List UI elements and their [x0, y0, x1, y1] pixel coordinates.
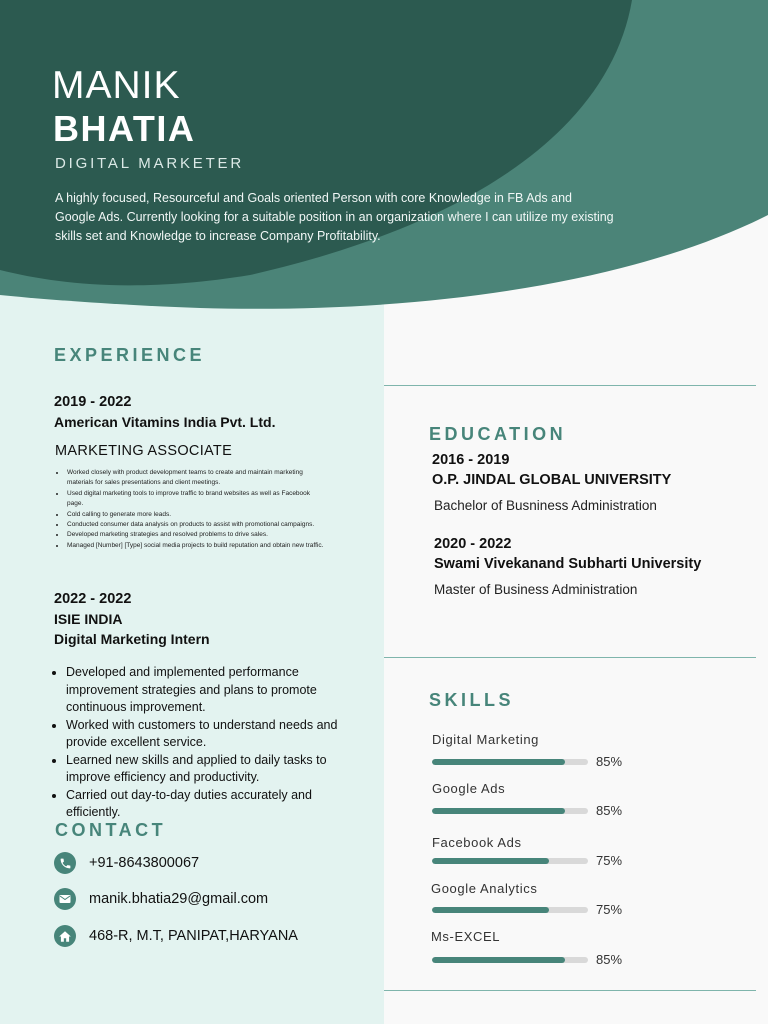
- skills-heading: SKILLS: [429, 690, 515, 710]
- job-title: DIGITAL MARKETER: [55, 155, 244, 172]
- skill-4-fill: [432, 907, 549, 913]
- list-item: • Cold calling to generate more leads.: [66, 510, 326, 520]
- edu-2-degree: Master of Business Administration: [434, 582, 638, 597]
- home-icon: [54, 925, 76, 947]
- divider: [384, 385, 756, 386]
- skill-5-percent: 85%: [596, 952, 623, 967]
- education-heading: EDUCATION: [429, 424, 567, 444]
- skill-3-name: Facebook Ads: [432, 835, 522, 850]
- profile-summary: A highly focused, Resourceful and Goals oriented Person with core Knowledge in FB Ads and Google Ads. Currently looking for a suitable position in an organization where I can utilize my existing skills set and Knowledge to increase Company Profitability.: [55, 191, 614, 243]
- list-item: • Developed and implemented performance improvement strategies and plans to promote continuous improvement.: [66, 664, 343, 717]
- list-item: • Carried out day-to-day duties accurately and efficiently.: [66, 787, 343, 822]
- skill-5-bar: [432, 957, 588, 963]
- job-2-years: 2022 - 2022: [54, 591, 132, 607]
- first-name: MANIK: [52, 64, 181, 107]
- edu-2-years: 2020 - 2022: [434, 536, 512, 552]
- contact-phone[interactable]: +91-8643800067: [89, 855, 200, 871]
- list-item: • Developed marketing strategies and resolved problems to drive sales.: [66, 530, 326, 540]
- phone-icon: [54, 852, 76, 874]
- skill-5-name: Ms-EXCEL: [431, 929, 501, 944]
- contact-phone-row: [54, 852, 199, 874]
- skill-1-fill: [432, 759, 565, 765]
- skill-5-fill: [432, 957, 565, 963]
- contact-address: 468-R, M.T, PANIPAT,HARYANA: [89, 928, 298, 944]
- skill-2-fill: [432, 808, 565, 814]
- list-item: • Managed [Number] [Type] social media projects to build reputation and obtain new traffic.: [66, 541, 326, 551]
- list-item: • Worked closely with product development teams to create and maintain marketing materials for sales presentations and client meetings.: [66, 468, 326, 489]
- divider: [384, 990, 756, 991]
- list-item: • Worked with customers to understand needs and provide excellent service.: [66, 717, 343, 752]
- experience-heading: EXPERIENCE: [54, 345, 206, 365]
- job-1-bullets: [54, 468, 326, 551]
- skill-4-bar: [432, 907, 588, 913]
- contact-heading: CONTACT: [55, 820, 167, 840]
- skill-1-name: Digital Marketing: [432, 732, 540, 747]
- list-item: • Learned new skills and applied to daily tasks to improve efficiency and productivity.: [66, 752, 343, 787]
- job-1-company: American Vitamins India Pvt. Ltd.: [54, 414, 276, 430]
- skill-1-percent: 85%: [596, 754, 623, 769]
- skill-2-percent: 85%: [596, 803, 623, 818]
- contact-email-row: [54, 888, 268, 910]
- job-1-years: 2019 - 2022: [54, 394, 132, 410]
- edu-1-years: 2016 - 2019: [432, 452, 510, 468]
- job-2-role: Digital Marketing Intern: [54, 631, 210, 647]
- edu-1-school: O.P. JINDAL GLOBAL UNIVERSITY: [432, 472, 672, 488]
- skill-4-percent: 75%: [596, 902, 623, 917]
- skill-3-percent: 75%: [596, 853, 623, 868]
- job-1-role: MARKETING ASSOCIATE: [55, 443, 233, 459]
- skill-3-bar: [432, 858, 588, 864]
- skill-2-bar: [432, 808, 588, 814]
- divider: [384, 657, 756, 658]
- skill-3-fill: [432, 858, 549, 864]
- list-item: • Conducted consumer data analysis on products to assist with promotional campaigns.: [66, 520, 326, 530]
- last-name: BHATIA: [53, 108, 196, 149]
- mail-icon: [54, 888, 76, 910]
- skill-1-bar: [432, 759, 588, 765]
- job-2-bullets: [53, 664, 343, 822]
- skill-4-name: Google Analytics: [431, 881, 538, 896]
- skill-2-name: Google Ads: [432, 781, 506, 796]
- job-2-company: ISIE INDIA: [54, 611, 123, 627]
- edu-1-degree: Bachelor of Busniness Administration: [434, 498, 657, 513]
- contact-email[interactable]: manik.bhatia29@gmail.com: [89, 891, 269, 907]
- edu-2-school: Swami Vivekanand Subharti University: [434, 556, 702, 572]
- list-item: • Used digital marketing tools to improve traffic to brand websites as well as Facebook page.: [66, 489, 326, 510]
- contact-address-row: [54, 925, 298, 947]
